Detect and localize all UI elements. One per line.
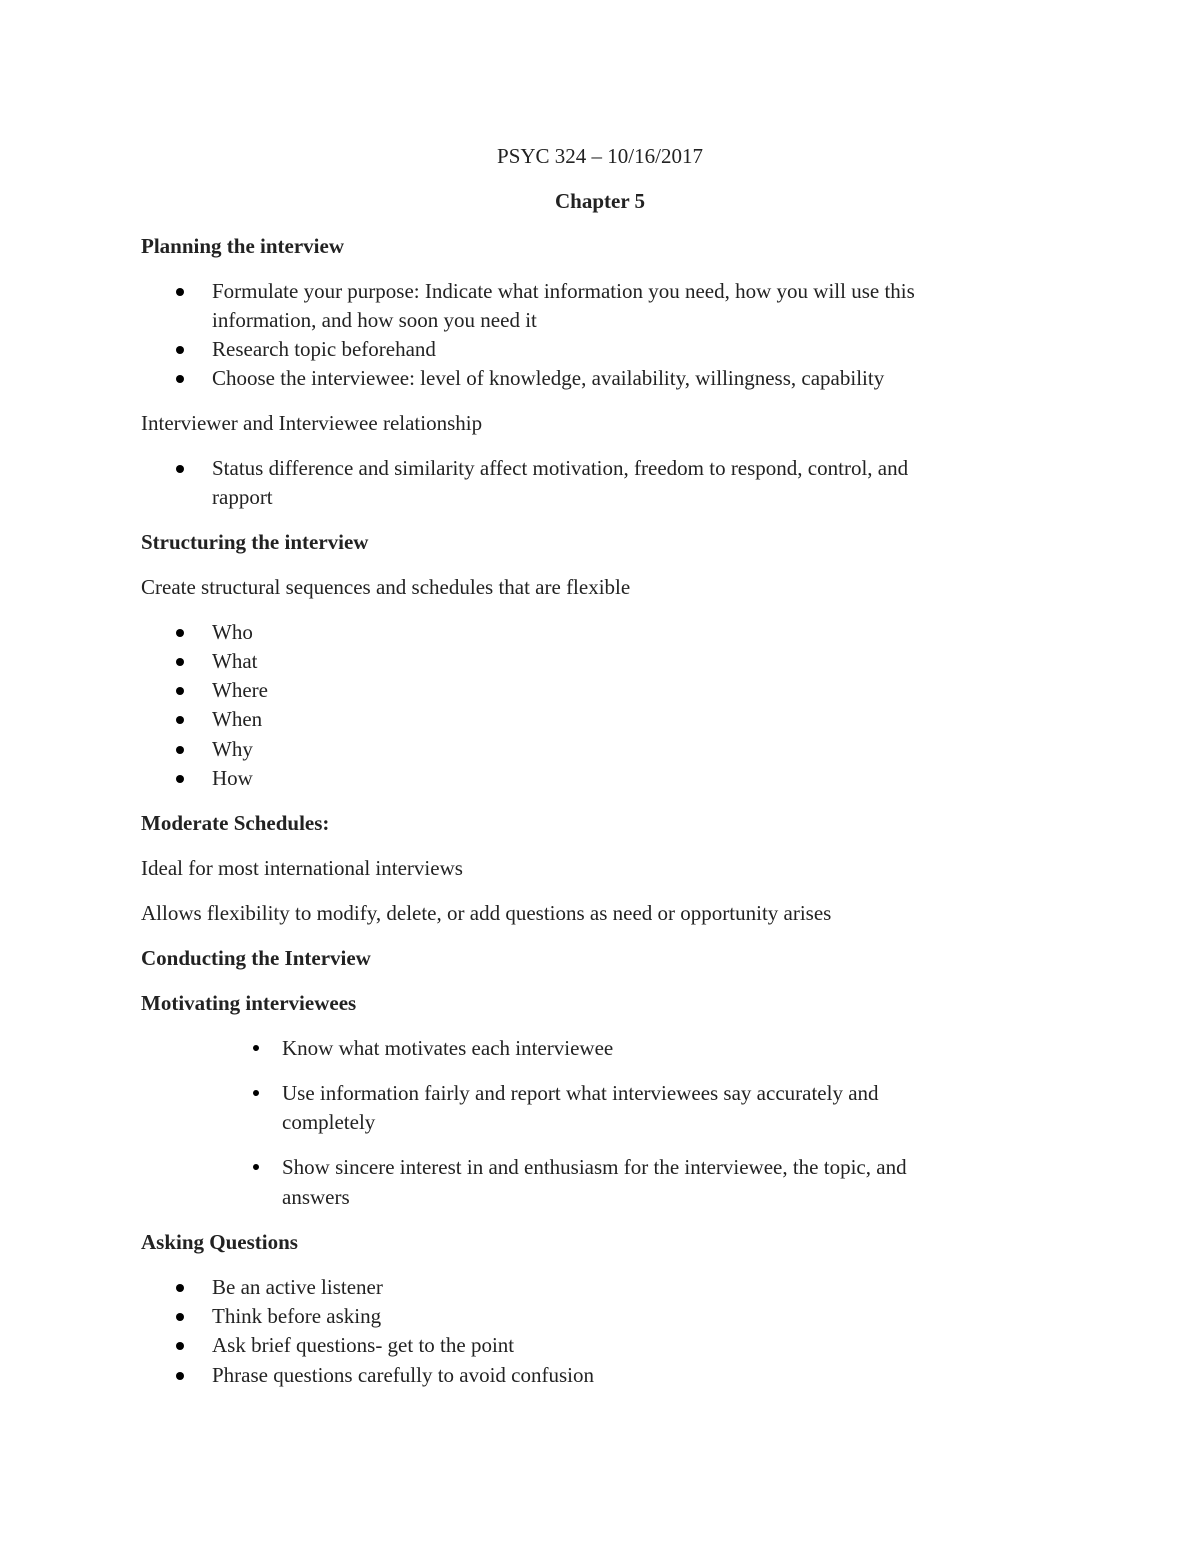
list-item: When: [212, 704, 262, 734]
structuring-intro: Create structural sequences and schedules that are flexible: [141, 575, 631, 599]
list-item: Use information fairly and report what interviewees say accurately and: [282, 1078, 879, 1108]
subheading-motivating: Motivating interviewees: [141, 991, 357, 1015]
list-item: Show sincere interest in and enthusiasm for the interviewee, the topic, and: [282, 1152, 907, 1182]
bullet-icon: [176, 1342, 184, 1350]
bullet-icon: [176, 746, 184, 754]
bullet-icon: [176, 1284, 184, 1292]
list-item: What: [212, 646, 257, 676]
list-item: Status difference and similarity affect motivation, freedom to respond, control, and: [212, 453, 908, 483]
section-heading-planning: Planning the interview: [141, 234, 344, 258]
list-item: Why: [212, 734, 253, 764]
list-item: Research topic beforehand: [212, 334, 436, 364]
bullet-icon: [176, 465, 184, 473]
list-item: How: [212, 763, 253, 793]
section-heading-moderate: Moderate Schedules:: [141, 811, 330, 835]
bullet-icon: [176, 346, 184, 354]
list-item: Who: [212, 617, 253, 647]
course-title: PSYC 324 – 10/16/2017: [497, 144, 703, 168]
list-item: Think before asking: [212, 1301, 381, 1331]
list-item: Phrase questions carefully to avoid confusion: [212, 1360, 594, 1390]
list-item: Choose the interviewee: level of knowledge, availability, willingness, capability: [212, 363, 884, 393]
section-heading-relationship: Interviewer and Interviewee relationship: [141, 411, 483, 435]
bullet-icon: [176, 375, 184, 383]
moderate-line: Ideal for most international interviews: [141, 856, 463, 880]
bullet-icon: [176, 1313, 184, 1321]
list-item-continuation: rapport: [212, 485, 273, 509]
list-item: Ask brief questions- get to the point: [212, 1330, 514, 1360]
moderate-line: Allows flexibility to modify, delete, or add questions as need or opportunity arises: [141, 901, 832, 925]
list-item: Where: [212, 675, 268, 705]
bullet-icon: [176, 288, 184, 296]
bullet-icon: [176, 1372, 184, 1380]
section-heading-structuring: Structuring the interview: [141, 530, 369, 554]
bullet-icon: [176, 658, 184, 666]
list-item-continuation: completely: [282, 1110, 376, 1134]
bullet-icon: [176, 775, 184, 783]
list-item: Formulate your purpose: Indicate what information you need, how you will use this: [212, 276, 915, 306]
list-item: Know what motivates each interviewee: [282, 1033, 613, 1063]
list-item-continuation: answers: [282, 1185, 350, 1209]
bullet-icon: [176, 629, 184, 637]
list-item-continuation: information, and how soon you need it: [212, 308, 537, 332]
section-heading-conducting: Conducting the Interview: [141, 946, 371, 970]
bullet-icon: [176, 716, 184, 724]
chapter-title: Chapter 5: [554, 189, 646, 213]
bullet-icon: [253, 1164, 259, 1170]
list-item: Be an active listener: [212, 1272, 383, 1302]
bullet-icon: [253, 1090, 259, 1096]
bullet-icon: [176, 687, 184, 695]
bullet-icon: [253, 1045, 259, 1051]
section-heading-asking: Asking Questions: [141, 1230, 298, 1254]
